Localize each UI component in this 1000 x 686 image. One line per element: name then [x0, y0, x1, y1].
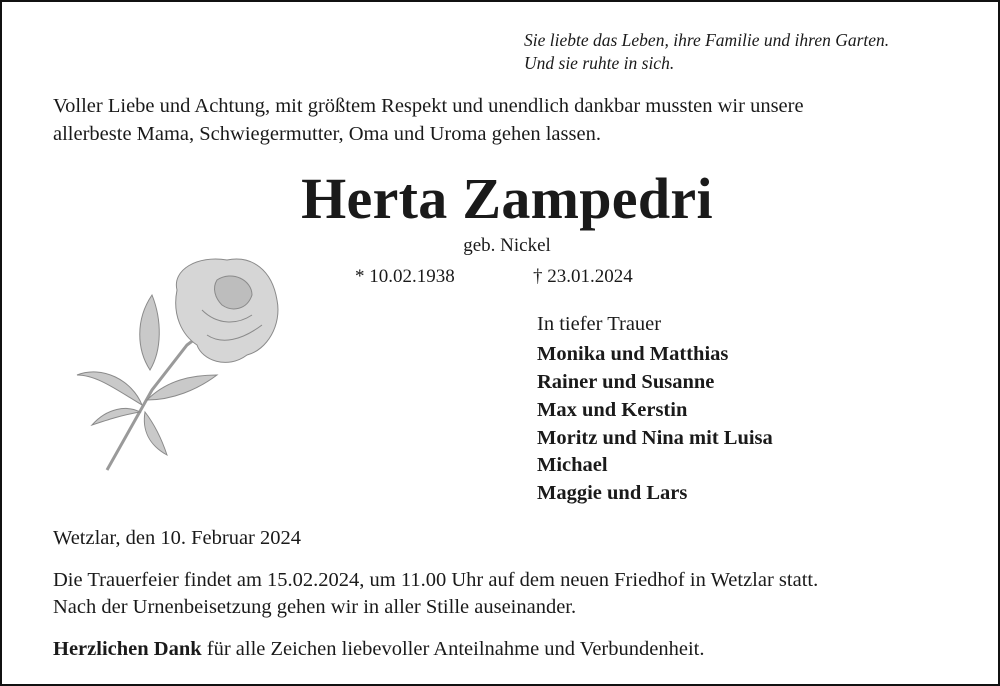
thanks-rest: für alle Zeichen liebevoller Anteilnahme und Verbundenheit. — [201, 638, 705, 660]
mourner-2: Rainer und Susanne — [537, 371, 715, 393]
rose-illustration — [57, 240, 297, 480]
mourner-1: Monika und Matthias — [537, 343, 729, 365]
intro-line-1: Voller Liebe und Achtung, mit größtem Respekt und unendlich dankbar mussten wir unsere — [53, 95, 804, 117]
mourner-4: Moritz und Nina mit Luisa — [537, 427, 773, 449]
birth-date: * 10.02.1938 — [355, 266, 455, 287]
quote-line-1: Sie liebte das Leben, ihre Familie und ihren Garten. — [524, 30, 890, 50]
mourner-6: Maggie und Lars — [537, 482, 688, 504]
deceased-name: Herta Zampedri — [301, 166, 713, 231]
birth-name: geb. Nickel — [463, 235, 551, 256]
death-date: † 23.01.2024 — [533, 266, 633, 287]
ceremony-line-2: Nach der Urnenbeisetzung gehen wir in aller Stille auseinander. — [53, 596, 577, 618]
mourner-3: Max und Kerstin — [537, 399, 688, 421]
ceremony-line-1: Die Trauerfeier findet am 15.02.2024, um 11.00 Uhr auf dem neuen Friedhof in Wetzlar statt. — [53, 569, 819, 591]
quote-line-2: Und sie ruhte in sich. — [524, 53, 675, 73]
mourners-heading: In tiefer Trauer — [537, 313, 662, 335]
thanks-bold: Herzlichen Dank — [53, 638, 202, 660]
thanks-line — [53, 635, 704, 663]
place-date: Wetzlar, den 10. Februar 2024 — [53, 527, 302, 549]
intro-line-2: allerbeste Mama, Schwiegermutter, Oma und Uroma gehen lassen. — [53, 123, 601, 145]
mourner-5: Michael — [537, 454, 608, 476]
